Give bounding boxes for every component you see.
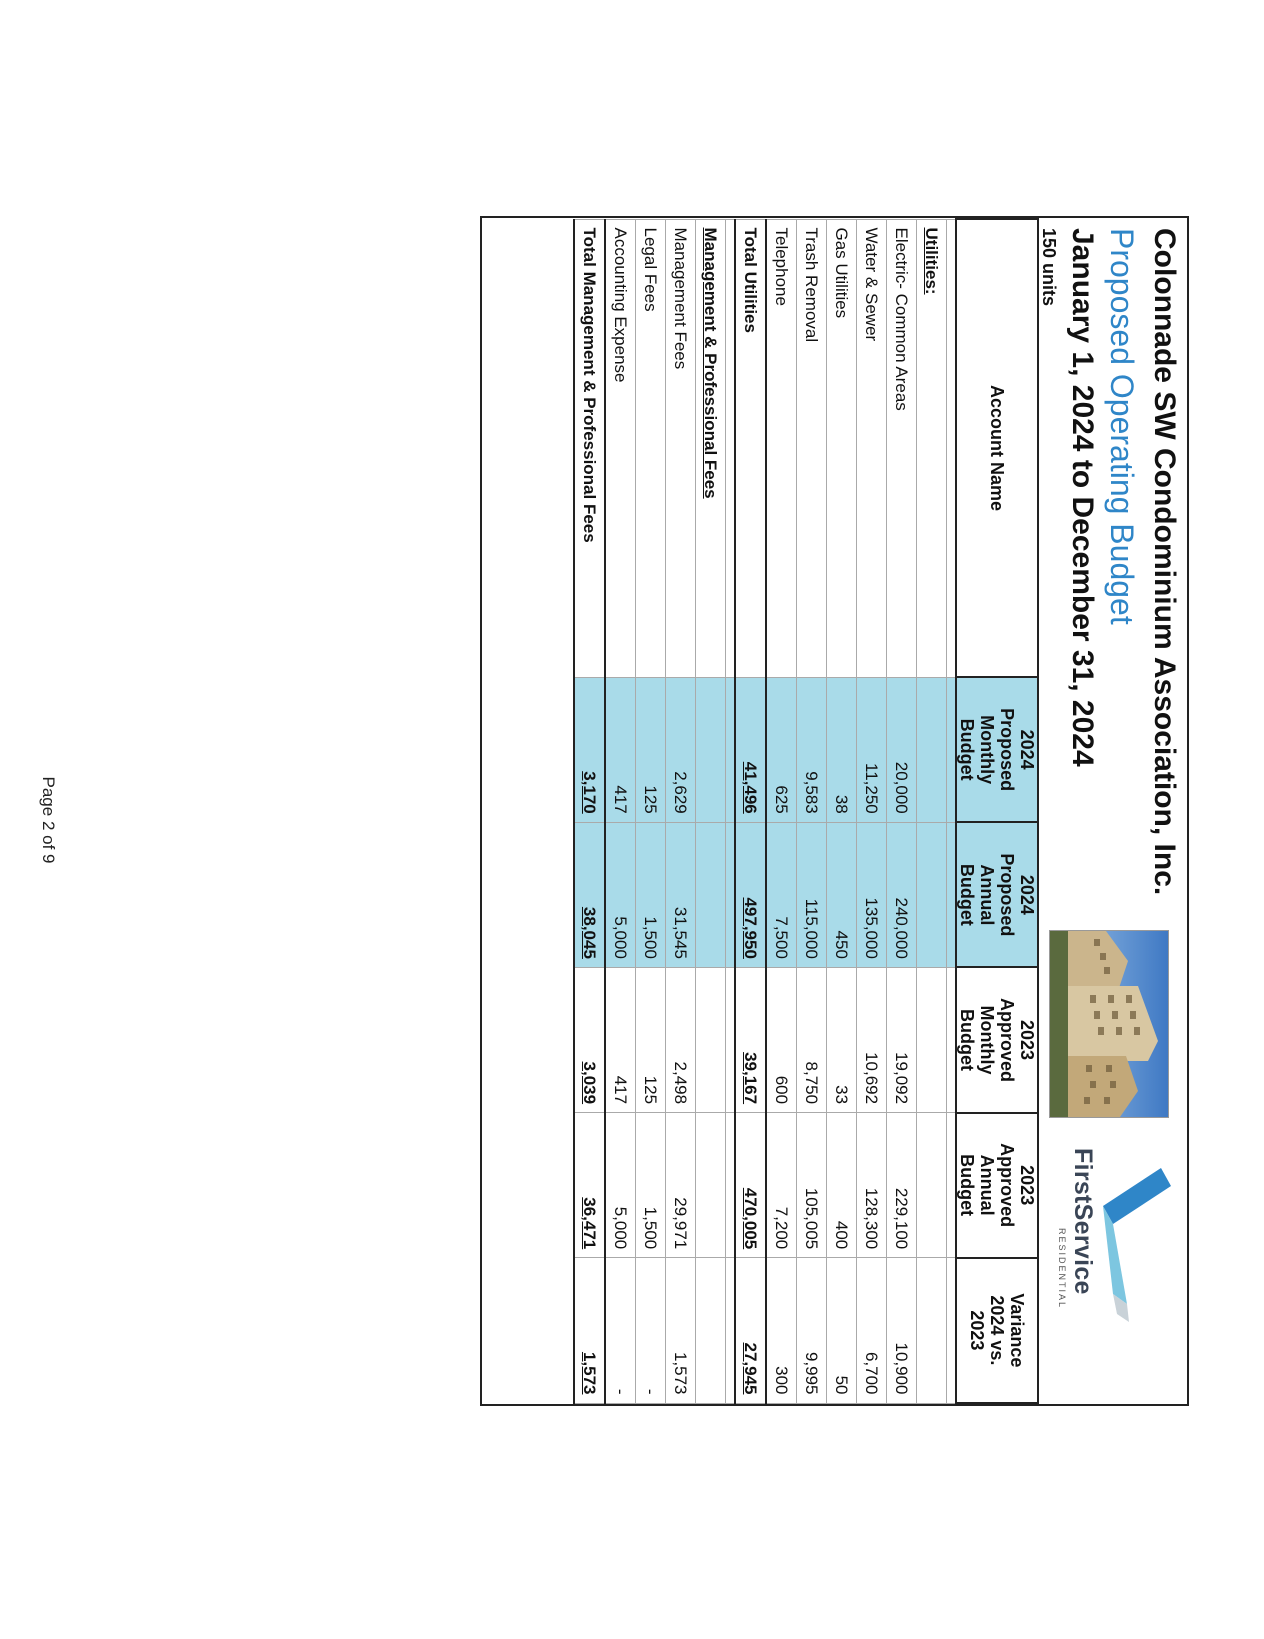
total-2024-monthly: 41,496 bbox=[741, 761, 761, 814]
total-2023-annual: 36,471 bbox=[580, 1197, 600, 1250]
col-2023-annual: 2023 Approved Annual Budget bbox=[956, 1113, 1038, 1258]
total-label: Total Management & Professional Fees bbox=[574, 219, 605, 677]
unit-count: 150 units bbox=[1039, 228, 1059, 307]
row-label: Telephone bbox=[766, 219, 797, 677]
table-row bbox=[636, 219, 666, 1403]
total-2023-annual: 470,005 bbox=[741, 1187, 761, 1250]
cell-2023-annual: 229,100 bbox=[887, 1113, 917, 1258]
total-row-utilities bbox=[735, 219, 766, 1403]
cell-2023-annual: 105,005 bbox=[797, 1113, 827, 1258]
col-2024-annual: 2024 Proposed Annual Budget bbox=[956, 822, 1038, 967]
page-footer bbox=[28, 740, 68, 900]
col-2023-monthly: 2023 Approved Monthly Budget bbox=[956, 967, 1038, 1112]
total-2023-monthly: 39,167 bbox=[741, 1052, 761, 1105]
cell-2023-monthly: 600 bbox=[766, 967, 797, 1112]
section-label: Utilities: bbox=[922, 227, 942, 295]
cell-2024-annual: 7,500 bbox=[766, 822, 797, 967]
table-header-row bbox=[956, 219, 1038, 1403]
row-label: Accounting Expense bbox=[605, 219, 636, 677]
table-row bbox=[857, 219, 887, 1403]
total-label: Total Utilities bbox=[735, 219, 766, 677]
table-row bbox=[797, 219, 827, 1403]
cell-2023-annual: 1,500 bbox=[636, 1113, 666, 1258]
cell-2024-monthly: 9,583 bbox=[797, 677, 827, 822]
cell-2024-monthly: 11,250 bbox=[857, 677, 887, 822]
cell-2023-monthly: 10,692 bbox=[857, 967, 887, 1112]
budget-sheet bbox=[480, 216, 1189, 1406]
cell-2023-monthly: 417 bbox=[605, 967, 636, 1112]
cell-variance: 9,995 bbox=[797, 1258, 827, 1403]
row-label: Gas Utilities bbox=[827, 219, 857, 677]
association-name: Colonnade SW Condominium Association, Inc. bbox=[1148, 228, 1181, 896]
cell-2024-annual: 450 bbox=[827, 822, 857, 967]
cell-2024-annual: 5,000 bbox=[605, 822, 636, 967]
total-2023-monthly: 3,039 bbox=[580, 1061, 600, 1105]
section-heading-utilities bbox=[917, 219, 947, 1403]
page-number: Page 2 of 9 bbox=[39, 776, 58, 864]
cell-2024-annual: 115,000 bbox=[797, 822, 827, 967]
firstservice-logo bbox=[1055, 1146, 1175, 1346]
spacer-row bbox=[726, 219, 736, 1403]
row-label: Water & Sewer bbox=[857, 219, 887, 677]
table-row bbox=[887, 219, 917, 1403]
cell-2023-monthly: 125 bbox=[636, 967, 666, 1112]
logo-mark-icon bbox=[1099, 1146, 1175, 1346]
cell-2024-annual: 240,000 bbox=[887, 822, 917, 967]
cell-2023-annual: 5,000 bbox=[605, 1113, 636, 1258]
cell-2023-monthly: 8,750 bbox=[797, 967, 827, 1112]
cell-2023-annual: 29,971 bbox=[666, 1113, 696, 1258]
row-label: Management Fees bbox=[666, 219, 696, 677]
cell-2024-annual: 1,500 bbox=[636, 822, 666, 967]
section-label: Management & Professional Fees bbox=[701, 227, 721, 499]
cell-2023-annual: 400 bbox=[827, 1113, 857, 1258]
logo-subtitle: RESIDENTIAL bbox=[1057, 1228, 1067, 1310]
col-2024-monthly: 2024 Proposed Monthly Budget bbox=[956, 677, 1038, 822]
total-variance: 1,573 bbox=[580, 1351, 600, 1395]
col-account-name: Account Name bbox=[956, 219, 1038, 677]
cell-2024-monthly: 38 bbox=[827, 677, 857, 822]
row-label: Trash Removal bbox=[797, 219, 827, 677]
table-row bbox=[605, 219, 636, 1403]
table-row bbox=[666, 219, 696, 1403]
cell-2024-monthly: 417 bbox=[605, 677, 636, 822]
total-2024-annual: 38,045 bbox=[580, 906, 600, 959]
table-row bbox=[827, 219, 857, 1403]
total-2024-annual: 497,950 bbox=[741, 897, 761, 959]
cell-variance: - bbox=[636, 1258, 666, 1403]
cell-2023-monthly: 2,498 bbox=[666, 967, 696, 1112]
cell-variance: 6,700 bbox=[857, 1258, 887, 1403]
building-photo bbox=[1049, 930, 1169, 1118]
budget-period: January 1, 2024 to December 31, 2024 bbox=[1066, 228, 1099, 767]
total-2024-monthly: 3,170 bbox=[580, 771, 600, 814]
col-variance: Variance 2024 vs. 2023 bbox=[956, 1258, 1038, 1403]
cell-2024-monthly: 625 bbox=[766, 677, 797, 822]
logo-brand: FirstService bbox=[1069, 1148, 1097, 1295]
budget-table bbox=[573, 218, 1039, 1404]
cell-2024-annual: 135,000 bbox=[857, 822, 887, 967]
cell-variance: 10,900 bbox=[887, 1258, 917, 1403]
cell-variance: 50 bbox=[827, 1258, 857, 1403]
cell-variance: - bbox=[605, 1258, 636, 1403]
sheet-header bbox=[1039, 218, 1187, 1404]
document-title: Proposed Operating Budget bbox=[1104, 228, 1140, 625]
total-row-management bbox=[574, 219, 605, 1403]
row-label: Legal Fees bbox=[636, 219, 666, 677]
table-row bbox=[766, 219, 797, 1403]
row-label: Electric- Common Areas bbox=[887, 219, 917, 677]
cell-2023-annual: 128,300 bbox=[857, 1113, 887, 1258]
cell-2024-annual: 31,545 bbox=[666, 822, 696, 967]
total-variance: 27,945 bbox=[741, 1342, 761, 1395]
section-heading-management bbox=[696, 219, 726, 1403]
cell-variance: 1,573 bbox=[666, 1258, 696, 1403]
cell-variance: 300 bbox=[766, 1258, 797, 1403]
cell-2024-monthly: 20,000 bbox=[887, 677, 917, 822]
cell-2024-monthly: 2,629 bbox=[666, 677, 696, 822]
cell-2023-annual: 7,200 bbox=[766, 1113, 797, 1258]
cell-2023-monthly: 19,092 bbox=[887, 967, 917, 1112]
cell-2023-monthly: 33 bbox=[827, 967, 857, 1112]
spacer-row bbox=[947, 219, 957, 1403]
cell-2024-monthly: 125 bbox=[636, 677, 666, 822]
